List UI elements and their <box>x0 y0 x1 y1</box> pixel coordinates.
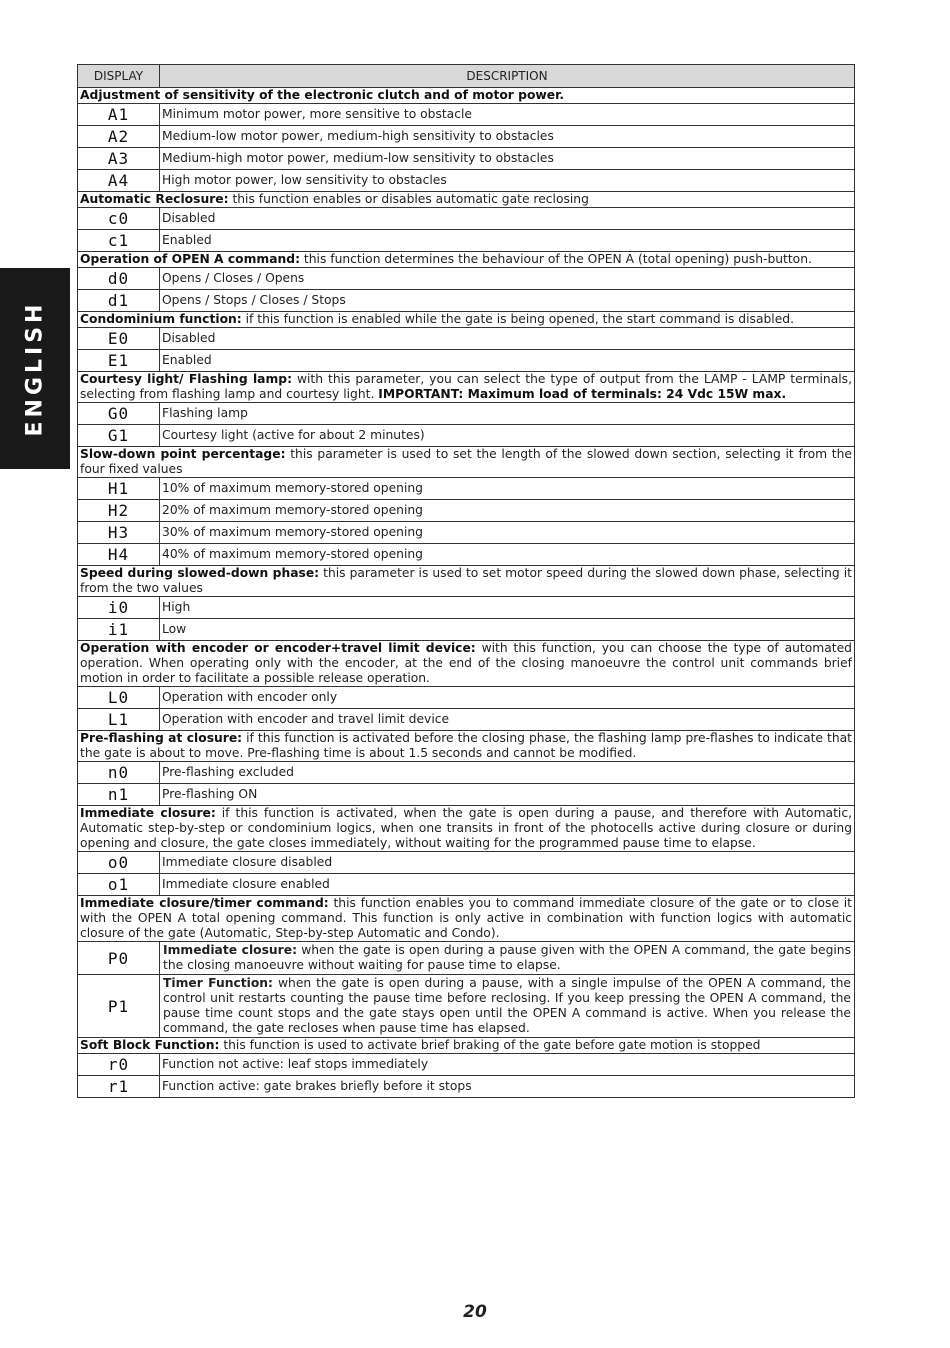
display-code: d0 <box>78 268 160 290</box>
option-row <box>78 544 855 566</box>
display-code: n0 <box>78 762 160 784</box>
section-title: Operation with encoder or encoder+travel limit device: <box>80 641 476 655</box>
option-row <box>78 104 855 126</box>
option-description: Medium-high motor power, medium-low sensitivity to obstacles <box>160 148 855 170</box>
table-header-row <box>78 65 855 88</box>
option-description: 40% of maximum memory-stored opening <box>160 544 855 566</box>
option-row <box>78 403 855 425</box>
display-code: G1 <box>78 425 160 447</box>
option-row <box>78 148 855 170</box>
display-code: A3 <box>78 148 160 170</box>
section-row <box>78 192 855 208</box>
option-description: Opens / Closes / Opens <box>160 268 855 290</box>
display-code: c1 <box>78 230 160 252</box>
option-description: Pre-flashing excluded <box>160 762 855 784</box>
section-text: this function enables or disables automatic gate reclosing <box>228 192 589 206</box>
option-description: High <box>160 597 855 619</box>
section-text: this parameter is used to set motor speed during the slowed down phase, selecting it from the two values <box>80 566 853 595</box>
option-description: Operation with encoder only <box>160 687 855 709</box>
option-description: Disabled <box>160 328 855 350</box>
section-row <box>78 372 855 403</box>
section-text: if this function is activated before the closing phase, the flashing lamp pre-flashes to indicate that the gate is about to move. Pre-flashing time is about 1.5 seconds and cannot be modified. <box>80 731 852 760</box>
section-row <box>78 806 855 852</box>
option-description: Disabled <box>160 208 855 230</box>
option-row <box>78 619 855 641</box>
option-description: 30% of maximum memory-stored opening <box>160 522 855 544</box>
option-description: Pre-flashing ON <box>160 784 855 806</box>
section-title: Slow-down point percentage: <box>80 447 286 461</box>
display-code: A2 <box>78 126 160 148</box>
option-row <box>78 126 855 148</box>
option-row <box>78 328 855 350</box>
display-code: L0 <box>78 687 160 709</box>
option-description: Opens / Stops / Closes / Stops <box>160 290 855 312</box>
option-description: Enabled <box>160 230 855 252</box>
option-description: when the gate is open during a pause given with the OPEN A command, the gate begins the closing manoeuvre without waiting for pause time to elapse. <box>163 943 851 972</box>
section-row <box>78 731 855 762</box>
option-row <box>78 350 855 372</box>
option-row <box>78 230 855 252</box>
option-description: Courtesy light (active for about 2 minutes) <box>160 425 855 447</box>
section-title: Courtesy light/ Flashing lamp: <box>80 372 292 386</box>
section-row <box>78 447 855 478</box>
section-row <box>78 566 855 597</box>
section-title: Pre-flashing at closure: <box>80 731 243 745</box>
display-code: A4 <box>78 170 160 192</box>
display-code: A1 <box>78 104 160 126</box>
section-title: Immediate closure/timer command: <box>80 896 329 910</box>
section-text: this function enables you to command immediate closure of the gate or to close it with the OPEN A total opening command. This function is only active in combination with function logics with automatic closure of the gate (Automatic, Step-by-step Automatic and Condo). <box>80 896 852 940</box>
section-row <box>78 1038 855 1054</box>
option-row <box>78 208 855 230</box>
section-title: Immediate closure: <box>80 806 216 820</box>
option-row <box>78 425 855 447</box>
section-text: if this function is enabled while the gate is being opened, the start command is disabled. <box>241 312 794 326</box>
display-code: r1 <box>78 1076 160 1098</box>
display-code: i0 <box>78 597 160 619</box>
section-title: Condominium function: <box>80 312 242 326</box>
language-side-tab <box>0 268 70 469</box>
display-code: H4 <box>78 544 160 566</box>
section-text: this function determines the behaviour of the OPEN A (total opening) push-button. <box>300 252 812 266</box>
display-code: P1 <box>78 975 160 1038</box>
option-row <box>78 170 855 192</box>
section-title: Speed during slowed-down phase: <box>80 566 320 580</box>
display-code: d1 <box>78 290 160 312</box>
section-title: Soft Block Function: <box>80 1038 220 1052</box>
option-row <box>78 500 855 522</box>
section-row <box>78 896 855 942</box>
display-code: H1 <box>78 478 160 500</box>
section-text: if this function is activated, when the gate is open during a pause, and therefore with Automatic, Automatic step-by-step or condominium logics, when one transits in front of the photocells active during closure or during opening and closure, the gate closes immediately, without waiting for the programmed pause time to elapse. <box>80 806 852 850</box>
section-row <box>78 641 855 687</box>
option-description: Medium-low motor power, medium-high sensitivity to obstacles <box>160 126 855 148</box>
option-row <box>78 597 855 619</box>
option-description: Function not active: leaf stops immediately <box>160 1054 855 1076</box>
important-note: IMPORTANT: Maximum load of terminals: 24 Vdc 15W max. <box>378 387 787 401</box>
display-code: P0 <box>78 942 160 975</box>
option-row <box>78 522 855 544</box>
option-description: Enabled <box>160 350 855 372</box>
display-header: DISPLAY <box>78 65 160 88</box>
option-description: Low <box>160 619 855 641</box>
display-code: G0 <box>78 403 160 425</box>
option-row <box>78 975 855 1038</box>
option-row <box>78 290 855 312</box>
option-row <box>78 942 855 975</box>
section-title: Operation of OPEN A command: <box>80 252 300 266</box>
section-row <box>78 252 855 268</box>
display-code: E0 <box>78 328 160 350</box>
option-bold-label: Immediate closure: <box>163 943 297 957</box>
section-text: this function is used to activate brief braking of the gate before gate motion is stopped <box>219 1038 761 1052</box>
parameter-table <box>77 64 855 1098</box>
option-row <box>78 478 855 500</box>
option-bold-label: Timer Function: <box>163 976 273 990</box>
option-description: 20% of maximum memory-stored opening <box>160 500 855 522</box>
option-row <box>78 762 855 784</box>
section-row <box>78 312 855 328</box>
option-description: Minimum motor power, more sensitive to obstacle <box>160 104 855 126</box>
option-row <box>78 268 855 290</box>
option-row <box>78 709 855 731</box>
option-row <box>78 687 855 709</box>
display-code: H3 <box>78 522 160 544</box>
section-text: with this function, you can choose the type of automated operation. When operating only with the encoder, at the end of the closing manoeuvre the control unit commands brief motion in order to facilitate a possible release operation. <box>80 641 852 685</box>
display-code: H2 <box>78 500 160 522</box>
option-description: Immediate closure disabled <box>160 852 855 874</box>
description-header: DESCRIPTION <box>160 65 855 88</box>
option-description: 10% of maximum memory-stored opening <box>160 478 855 500</box>
option-description: Operation with encoder and travel limit device <box>160 709 855 731</box>
section-text: this parameter is used to set the length of the slowed down section, selecting it from the four fixed values <box>80 447 852 476</box>
option-description: High motor power, low sensitivity to obstacles <box>160 170 855 192</box>
display-code: o0 <box>78 852 160 874</box>
display-code: L1 <box>78 709 160 731</box>
option-row <box>78 1076 855 1098</box>
option-row <box>78 852 855 874</box>
display-code: n1 <box>78 784 160 806</box>
display-code: o1 <box>78 874 160 896</box>
section-text: with this parameter, you can select the type of output from the LAMP - LAMP terminals, selecting from flashing lamp and courtesy light. <box>80 372 852 401</box>
option-description: Immediate closure enabled <box>160 874 855 896</box>
option-row <box>78 874 855 896</box>
section-row <box>78 88 855 104</box>
option-description: Function active: gate brakes briefly before it stops <box>160 1076 855 1098</box>
display-code: E1 <box>78 350 160 372</box>
page-number: 20 <box>463 1302 487 1322</box>
option-description: Flashing lamp <box>160 403 855 425</box>
display-code: c0 <box>78 208 160 230</box>
option-row <box>78 784 855 806</box>
option-description: when the gate is open during a pause, with a single impulse of the OPEN A command, the control unit restarts counting the pause time before reclosing. If you keep pressing the OPEN A command, the pause time count stops and the gate stays open until the OPEN A command is active. When you release the command, the gate recloses when pause time has elapsed. <box>163 976 851 1035</box>
display-code: r0 <box>78 1054 160 1076</box>
display-code: i1 <box>78 619 160 641</box>
option-row <box>78 1054 855 1076</box>
section-title: Adjustment of sensitivity of the electronic clutch and of motor power. <box>80 88 565 102</box>
section-title: Automatic Reclosure: <box>80 192 229 206</box>
language-label: ENGLISH <box>22 300 48 437</box>
